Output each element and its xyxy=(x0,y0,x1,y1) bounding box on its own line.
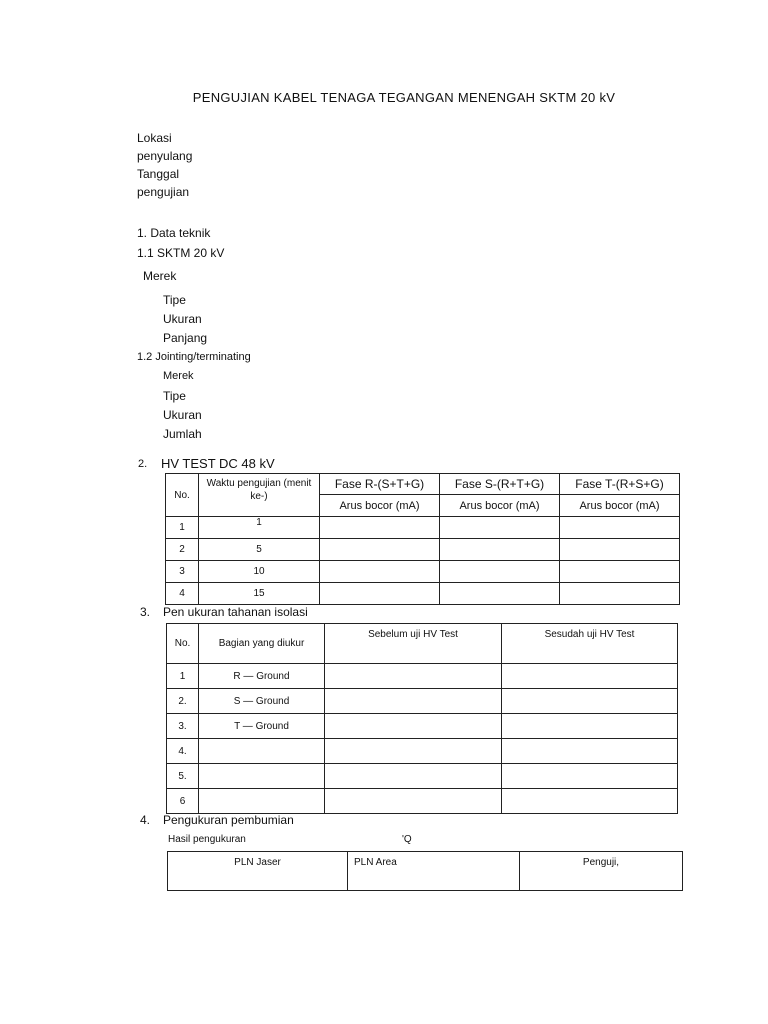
field-penyulang: penyulang xyxy=(137,149,193,163)
sub2-tipe: Tipe xyxy=(163,389,186,403)
row-bagian xyxy=(199,789,325,814)
cell-s[interactable] xyxy=(440,583,560,605)
cell-sesudah[interactable] xyxy=(502,714,678,739)
row-bagian: T — Ground xyxy=(199,714,325,739)
sub-arus-s: Arus bocor (mA) xyxy=(440,495,560,517)
col-fase-t: Fase T-(R+S+G) xyxy=(560,474,680,495)
row-no: 3. xyxy=(167,714,199,739)
cell-sesudah[interactable] xyxy=(502,789,678,814)
sub1-tipe: Tipe xyxy=(163,293,186,307)
row-no: 5. xyxy=(167,764,199,789)
col-sesudah: Sesudah uji HV Test xyxy=(502,624,678,664)
table-row xyxy=(167,739,678,764)
section3-number: 3. xyxy=(140,605,151,619)
row-no: 6 xyxy=(167,789,199,814)
cell-t[interactable] xyxy=(560,539,680,561)
row-bagian: S — Ground xyxy=(199,689,325,714)
row-bagian xyxy=(199,764,325,789)
table-row xyxy=(166,539,680,561)
sig-pln-area: PLN Area xyxy=(348,852,520,891)
table-row xyxy=(167,689,678,714)
cell-sesudah[interactable] xyxy=(502,764,678,789)
row-bagian xyxy=(199,739,325,764)
section3-heading: Pen ukuran tahanan isolasi xyxy=(163,605,308,619)
sub2-jumlah: Jumlah xyxy=(163,427,202,441)
cell-s[interactable] xyxy=(440,517,560,539)
section1-sub1: 1.1 SKTM 20 kV xyxy=(137,246,225,260)
section4-heading: Pengukuran pembumian xyxy=(163,813,294,827)
sub-arus-r: Arus bocor (mA) xyxy=(320,495,440,517)
insulation-table xyxy=(166,623,678,814)
cell-sebelum[interactable] xyxy=(325,689,502,714)
table-row xyxy=(167,764,678,789)
row-waktu: 10 xyxy=(199,561,320,583)
cell-r[interactable] xyxy=(320,539,440,561)
sub1-panjang: Panjang xyxy=(163,331,208,345)
cell-s[interactable] xyxy=(440,561,560,583)
hv-test-table xyxy=(165,473,680,605)
cell-r[interactable] xyxy=(320,561,440,583)
row-waktu: 1 xyxy=(199,517,320,539)
sub1-merek: Merek xyxy=(143,269,177,283)
table-row xyxy=(167,664,678,689)
section1-sub2: 1.2 Jointing/terminating xyxy=(137,351,251,363)
sig-penguji: Penguji, xyxy=(520,852,683,891)
section2-number: 2. xyxy=(138,458,148,470)
row-no: 1 xyxy=(167,664,199,689)
row-bagian: R — Ground xyxy=(199,664,325,689)
cell-s[interactable] xyxy=(440,539,560,561)
section1-heading: 1. Data teknik xyxy=(137,226,211,240)
table-row xyxy=(166,583,680,605)
hasil-label: Hasil pengukuran xyxy=(168,834,246,845)
row-no: 2. xyxy=(167,689,199,714)
table-row xyxy=(167,714,678,739)
row-no: 4. xyxy=(167,739,199,764)
col-no: No. xyxy=(166,474,199,517)
field-tanggal: Tanggal xyxy=(137,167,180,181)
table-row xyxy=(166,517,680,539)
sub2-merek: Merek xyxy=(163,370,194,382)
sub2-ukuran: Ukuran xyxy=(163,408,202,422)
field-pengujian: pengujian xyxy=(137,185,190,199)
cell-sebelum[interactable] xyxy=(325,664,502,689)
section2-heading: HV TEST DC 48 kV xyxy=(161,456,275,471)
page-title: PENGUJIAN KABEL TENAGA TEGANGAN MENENGAH SKTM 20 kV xyxy=(192,90,616,105)
col-bagian: Bagian yang diukur xyxy=(199,624,325,664)
cell-r[interactable] xyxy=(320,583,440,605)
row-no: 3 xyxy=(166,561,199,583)
cell-sebelum[interactable] xyxy=(325,764,502,789)
cell-sesudah[interactable] xyxy=(502,739,678,764)
sub-arus-t: Arus bocor (mA) xyxy=(560,495,680,517)
table-row xyxy=(166,561,680,583)
col-sebelum: Sebelum uji HV Test xyxy=(325,624,502,664)
hasil-unit: 'Q xyxy=(402,834,412,845)
cell-t[interactable] xyxy=(560,583,680,605)
col-fase-r: Fase R-(S+T+G) xyxy=(320,474,440,495)
cell-sebelum[interactable] xyxy=(325,714,502,739)
row-no: 1 xyxy=(166,517,199,539)
col-no: No. xyxy=(167,624,199,664)
row-no: 4 xyxy=(166,583,199,605)
row-waktu: 5 xyxy=(199,539,320,561)
field-lokasi: Lokasi xyxy=(137,131,172,145)
cell-sesudah[interactable] xyxy=(502,664,678,689)
cell-r[interactable] xyxy=(320,517,440,539)
cell-sesudah[interactable] xyxy=(502,689,678,714)
cell-t[interactable] xyxy=(560,561,680,583)
row-waktu: 15 xyxy=(199,583,320,605)
cell-sebelum[interactable] xyxy=(325,739,502,764)
cell-t[interactable] xyxy=(560,517,680,539)
sig-pln-jaser: PLN Jaser xyxy=(168,852,348,891)
signature-table xyxy=(167,851,683,891)
section4-number: 4. xyxy=(140,813,151,827)
col-waktu: Waktu pengujian (menit ke-) xyxy=(199,474,320,517)
table-row xyxy=(167,789,678,814)
cell-sebelum[interactable] xyxy=(325,789,502,814)
sub1-ukuran: Ukuran xyxy=(163,312,202,326)
row-no: 2 xyxy=(166,539,199,561)
col-fase-s: Fase S-(R+T+G) xyxy=(440,474,560,495)
